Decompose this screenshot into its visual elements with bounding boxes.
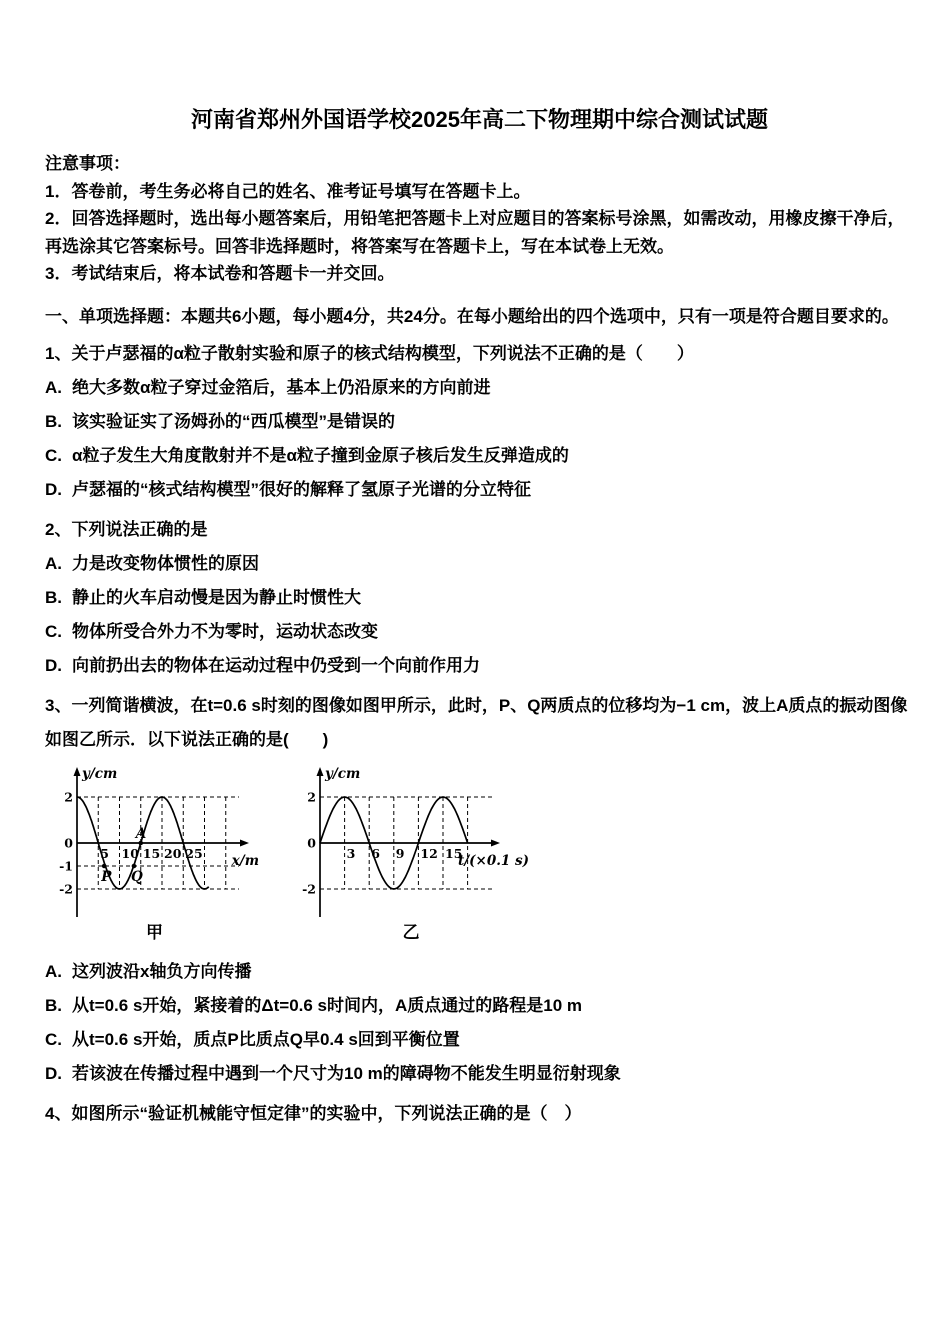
svg-text:6: 6 bbox=[371, 845, 380, 861]
option-row bbox=[45, 439, 914, 473]
option-label: B. bbox=[45, 587, 62, 607]
svg-text:12: 12 bbox=[420, 845, 438, 861]
wave-graph-jia-plot bbox=[47, 765, 262, 923]
option-text: 从t=0.6 s开始，紧接着的Δt=0.6 s时间内，A质点通过的路程是10 m bbox=[72, 995, 583, 1015]
question-text: 如图所示“验证机械能守恒定律”的实验中，下列说法正确的是（ ） bbox=[71, 1103, 582, 1123]
option-label: A. bbox=[45, 377, 62, 397]
option-text: 该实验证实了汤姆孙的“西瓜模型”是错误的 bbox=[72, 411, 395, 431]
option-row bbox=[45, 989, 914, 1023]
question-stem bbox=[45, 513, 914, 547]
option-label: C. bbox=[45, 1029, 62, 1049]
option-text: 绝大多数α粒子穿过金箔后，基本上仍沿原来的方向前进 bbox=[72, 377, 491, 397]
svg-text:15: 15 bbox=[142, 845, 161, 861]
question-number: 3、 bbox=[45, 695, 72, 715]
question-text: 一列简谐横波，在t=0.6 s时刻的图像如图甲所示，此时，P、Q两质点的位移均为−1 cm，波上A质点的振动图像如图乙所示．以下说法正确的是( ) bbox=[45, 695, 908, 749]
option-row bbox=[45, 955, 914, 989]
option-label: D. bbox=[45, 655, 62, 675]
question-text: 下列说法正确的是 bbox=[71, 519, 208, 539]
option-row bbox=[45, 1057, 914, 1091]
question-stem bbox=[45, 1097, 914, 1131]
question-3-figures bbox=[47, 765, 914, 943]
option-text: 静止的火车启动慢是因为静止时惯性大 bbox=[72, 587, 361, 607]
option-text: 从t=0.6 s开始，质点P比质点Q早0.4 s回到平衡位置 bbox=[72, 1029, 460, 1049]
option-label: B. bbox=[45, 995, 62, 1015]
option-text: 物体所受合外力不为零时，运动状态改变 bbox=[72, 621, 378, 641]
page-title: 河南省郑州外国语学校2025年高二下物理期中综合测试试题 bbox=[191, 107, 768, 132]
question-stem bbox=[45, 689, 914, 757]
option-label: A. bbox=[45, 961, 62, 981]
option-row bbox=[45, 547, 914, 581]
option-row bbox=[45, 371, 914, 405]
svg-text:5: 5 bbox=[100, 845, 109, 861]
notice-item-1: 1．答卷前，考生务必将自己的姓名、准考证号填写在答题卡上。 bbox=[45, 181, 531, 201]
question-number: 1、 bbox=[45, 343, 72, 363]
svg-text:x/m: x/m bbox=[231, 852, 259, 869]
question-4 bbox=[45, 1097, 914, 1131]
chart-caption-jia: 甲 bbox=[146, 922, 163, 942]
svg-text:P: P bbox=[101, 868, 112, 885]
option-text: 若该波在传播过程中遇到一个尺寸为10 m的障碍物不能发生明显衍射现象 bbox=[72, 1063, 621, 1083]
option-label: A. bbox=[45, 553, 62, 573]
option-row bbox=[45, 405, 914, 439]
svg-text:A: A bbox=[135, 825, 147, 842]
option-row bbox=[45, 473, 914, 507]
question-stem bbox=[45, 337, 914, 371]
question-number: 2、 bbox=[45, 519, 72, 539]
svg-text:2: 2 bbox=[64, 789, 73, 804]
option-row bbox=[45, 1023, 914, 1057]
svg-text:0: 0 bbox=[64, 835, 73, 850]
option-label: C. bbox=[45, 621, 62, 641]
option-label: D. bbox=[45, 479, 62, 499]
question-1 bbox=[45, 337, 914, 507]
svg-text:Q: Q bbox=[130, 868, 143, 885]
svg-text:-1: -1 bbox=[59, 858, 73, 873]
notice-item-2: 2．回答选择题时，选出每小题答案后，用铅笔把答题卡上对应题目的答案标号涂黑，如需改动，用橡皮擦干净后，再选涂其它答案标号。回答非选择题时，将答案写在答题卡上，写在本试卷上无效。 bbox=[45, 209, 905, 256]
svg-text:9: 9 bbox=[395, 845, 405, 861]
section-heading: 一、单项选择题：本题共6小题，每小题4分，共24分。在每小题给出的四个选项中，只有一项是符合题目要求的。 bbox=[45, 306, 899, 326]
option-label: C. bbox=[45, 445, 62, 465]
option-label: B. bbox=[45, 411, 62, 431]
svg-text:-2: -2 bbox=[59, 881, 73, 896]
notice-item-3: 3．考试结束后，将本试卷和答题卡一并交回。 bbox=[45, 264, 395, 283]
chart-caption-yi: 乙 bbox=[402, 922, 420, 942]
vibration-graph-yi bbox=[290, 765, 532, 943]
option-text: 这列波沿x轴负方向传播 bbox=[72, 961, 252, 981]
question-number: 4、 bbox=[45, 1103, 72, 1123]
question-3 bbox=[45, 689, 914, 1091]
svg-text:y/cm: y/cm bbox=[82, 765, 118, 782]
svg-text:2: 2 bbox=[307, 789, 316, 804]
svg-text:0: 0 bbox=[307, 835, 316, 850]
option-text: α粒子发生大角度散射并不是α粒子撞到金原子核后发生反弹造成的 bbox=[72, 445, 569, 465]
notice-heading: 注意事项： bbox=[45, 154, 130, 173]
svg-text:y/cm: y/cm bbox=[325, 765, 361, 782]
vibration-graph-yi-plot bbox=[290, 765, 532, 923]
option-text: 力是改变物体惯性的原因 bbox=[72, 553, 259, 573]
svg-text:25: 25 bbox=[185, 845, 203, 861]
svg-text:15: 15 bbox=[445, 845, 463, 861]
option-text: 卢瑟福的“核式结构模型”很好的解释了氢原子光谱的分立特征 bbox=[72, 479, 531, 499]
svg-text:-2: -2 bbox=[302, 881, 316, 896]
option-row bbox=[45, 615, 914, 649]
svg-text:3: 3 bbox=[346, 845, 356, 861]
option-row bbox=[45, 581, 914, 615]
notice-section bbox=[45, 150, 914, 288]
option-label: D. bbox=[45, 1063, 62, 1083]
question-text: 关于卢瑟福的α粒子散射实验和原子的核式结构模型，下列说法不正确的是（ ） bbox=[71, 343, 694, 363]
svg-text:10: 10 bbox=[121, 845, 139, 861]
option-text: 向前扔出去的物体在运动过程中仍受到一个向前作用力 bbox=[72, 655, 480, 675]
question-2 bbox=[45, 513, 914, 683]
svg-text:20: 20 bbox=[164, 845, 182, 861]
wave-graph-jia bbox=[47, 765, 262, 943]
svg-text:t/(×0.1 s): t/(×0.1 s) bbox=[457, 852, 529, 869]
option-row bbox=[45, 649, 914, 683]
